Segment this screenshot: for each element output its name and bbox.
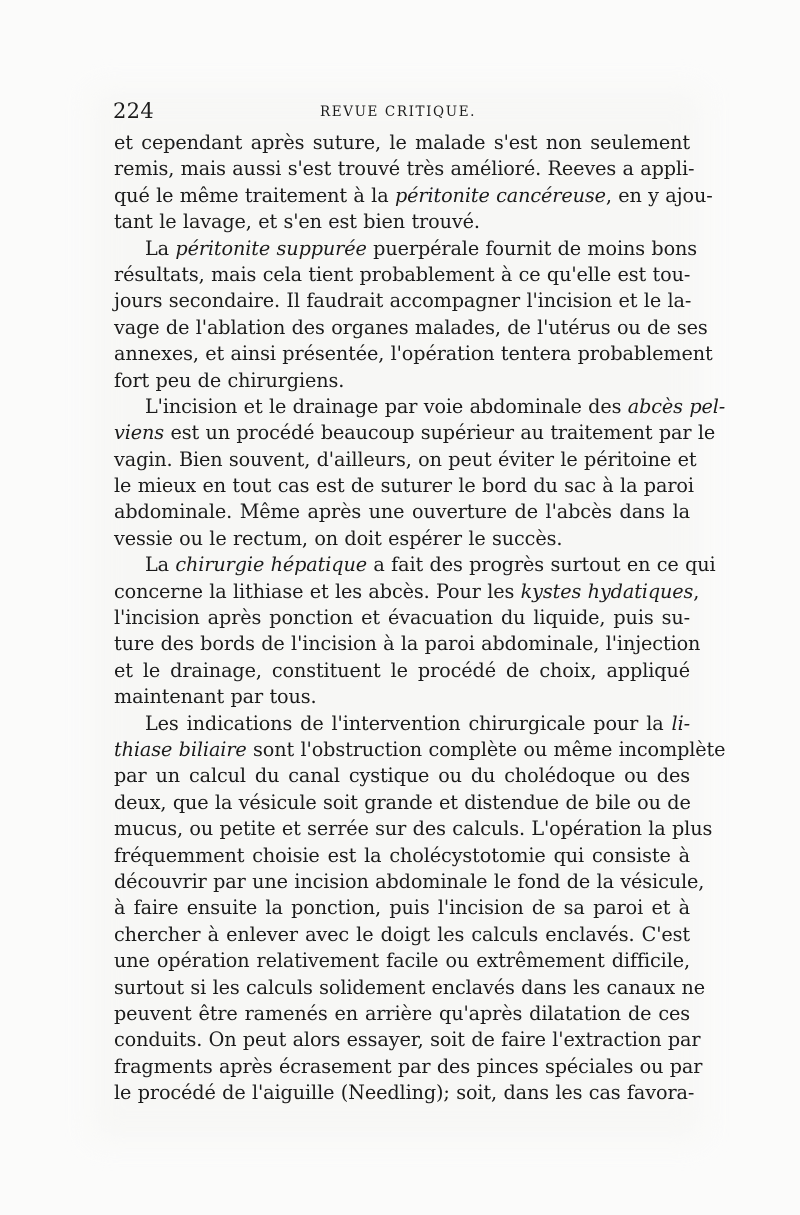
italic-term: kystes hydatiques xyxy=(520,579,694,603)
body-text xyxy=(114,130,726,1106)
italic-term: li- xyxy=(671,711,690,735)
text-line: résultats, mais cela tient probablement à ce qu'elle est tou- xyxy=(114,262,691,286)
text-line: vage de l'ablation des organes malades, de l'utérus ou de ses xyxy=(114,315,708,339)
paragraph-start-line: Les indications de l'intervention chirurgicale pour la li- xyxy=(145,711,690,735)
text-line: vagin. Bien souvent, d'ailleurs, on peut éviter le péritoine et xyxy=(114,447,697,471)
italic-term: chirurgie hépatique xyxy=(175,553,367,577)
text-line: tant le lavage, et s'en est bien trouvé. xyxy=(114,210,480,234)
text-line: thiase biliaire sont l'obstruction complète ou même incomplète xyxy=(114,737,726,761)
text-line: par un calcul du canal cystique ou du cholédoque ou des xyxy=(114,764,690,788)
text-line: fragments après écrasement par des pinces spéciales ou par xyxy=(114,1054,703,1078)
text-line: viens est un procédé beaucoup supérieur au traitement par le xyxy=(114,421,716,445)
italic-term: abcès pel- xyxy=(627,394,726,418)
italic-term: péritonite suppurée xyxy=(175,236,367,260)
text-line: remis, mais aussi s'est trouvé très amélioré. Reeves a appli- xyxy=(114,157,695,181)
italic-term: viens xyxy=(114,421,165,445)
text-line: et cependant après suture, le malade s'est non seulement xyxy=(114,131,690,154)
page-number: 224 xyxy=(113,99,154,123)
text-line: maintenant par tous. xyxy=(114,685,317,709)
running-head xyxy=(113,98,699,124)
paragraph-start-line: La péritonite suppurée puerpérale fournit de moins bons xyxy=(145,236,698,260)
text-line: conduits. On peut alors essayer, soit de faire l'extraction par xyxy=(114,1028,701,1052)
text-line: abdominale. Même après une ouverture de l'abcès dans la xyxy=(114,500,690,524)
text-line: fréquemment choisie est la cholécystotomie qui consiste à xyxy=(114,843,690,867)
text-line: et le drainage, constituent le procédé de choix, appliqué xyxy=(114,658,690,682)
text-line: une opération relativement facile ou extrêmement difficile, xyxy=(114,949,690,973)
italic-term: péritonite cancéreuse xyxy=(394,183,606,207)
text-line: deux, que la vésicule soit grande et distendue de bile ou de xyxy=(114,790,691,814)
text-line: fort peu de chirurgiens. xyxy=(114,368,345,392)
paragraph-start-line: La chirurgie hépatique a fait des progrès surtout en ce qui xyxy=(145,553,716,577)
text-line: l'incision après ponction et évacuation du liquide, puis su- xyxy=(114,606,690,630)
text-line: surtout si les calculs solidement enclavés dans les canaux ne xyxy=(114,975,705,999)
running-title: REVUE CRITIQUE. xyxy=(320,104,477,120)
text-line: à faire ensuite la ponction, puis l'incision de sa paroi et à xyxy=(114,896,690,920)
text-line: le mieux en tout cas est de suturer le bord du sac à la paroi xyxy=(114,474,694,498)
text-line: le procédé de l'aiguille (Needling); soit, dans les cas favora- xyxy=(114,1081,695,1105)
text-line: annexes, et ainsi présentée, l'opération tentera probablement xyxy=(114,342,713,366)
text-line: chercher à enlever avec le doigt les calculs enclavés. C'est xyxy=(114,922,690,946)
text-line: vessie ou le rectum, on doit espérer le succès. xyxy=(114,526,563,550)
text-line: ture des bords de l'incision à la paroi abdominale, l'injection xyxy=(114,632,701,656)
paragraph-start-line: L'incision et le drainage par voie abdominale des abcès pel- xyxy=(145,394,726,418)
italic-term: thiase biliaire xyxy=(114,737,247,761)
text-line: mucus, ou petite et serrée sur des calculs. L'opération la plus xyxy=(114,817,713,841)
text-line: qué le même traitement à la péritonite cancéreuse, en y ajou- xyxy=(114,183,713,207)
text-line: concerne la lithiase et les abcès. Pour les kystes hydatiques, xyxy=(114,579,700,603)
text-line: peuvent être ramenés en arrière qu'après dilatation de ces xyxy=(114,1001,690,1025)
text-line: découvrir par une incision abdominale le fond de la vésicule, xyxy=(114,869,705,893)
text-line: jours secondaire. Il faudrait accompagner l'incision et le la- xyxy=(114,289,692,313)
